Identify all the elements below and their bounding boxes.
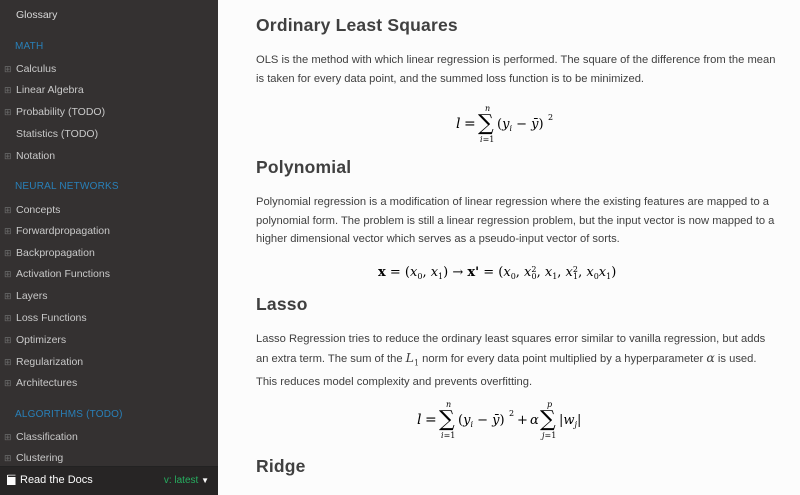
sidebar-caption-neural-networks: NEURAL NETWORKS: [15, 181, 119, 192]
expand-icon[interactable]: ⊞: [4, 205, 12, 215]
heading-lasso: Lasso: [256, 294, 308, 314]
sidebar-item-linear-algebra[interactable]: [4, 83, 84, 97]
caret-down-icon: ▼: [201, 476, 209, 485]
sidebar-item-notation[interactable]: [4, 149, 55, 163]
sidebar-nav: [0, 0, 218, 495]
sidebar-caption-math: MATH: [15, 41, 44, 52]
svg-text:+: +: [517, 413, 528, 428]
svg-text:=: =: [464, 116, 476, 132]
sidebar-item-architectures[interactable]: [4, 376, 77, 390]
svg-text:2: 2: [509, 409, 515, 418]
heading-ridge: Ridge: [256, 456, 306, 476]
sidebar-item-label: Architectures: [16, 377, 78, 389]
lasso-text-end: is used. This reduces model complexity and prevents overfitting.: [256, 352, 757, 388]
expand-icon[interactable]: ⊞: [4, 248, 12, 258]
lasso-equation: [218, 397, 800, 447]
sidebar-item-label: Forwardpropagation: [16, 225, 110, 237]
expand-icon[interactable]: ⊞: [4, 107, 12, 117]
polynomial-equation: [218, 259, 800, 289]
l1-symbol: $L_1$: [405, 349, 420, 367]
book-icon: [6, 474, 17, 486]
sidebar-item-label: Statistics (TODO): [16, 128, 99, 140]
svg-text:α: α: [530, 413, 539, 428]
svg-text:|wj|: $|w_j|$: [559, 413, 582, 429]
sidebar-item-label: Concepts: [16, 204, 61, 216]
expand-icon[interactable]: ⊞: [4, 291, 12, 301]
svg-text:(yi − ȳ): ($y_i$ − ȳ): [458, 413, 505, 429]
version-label: v: latest: [163, 475, 199, 486]
expand-icon[interactable]: ⊞: [4, 64, 12, 74]
ols-equation: [218, 103, 800, 151]
svg-text:p: p: [547, 400, 553, 409]
svg-text:l: l: [456, 116, 461, 132]
svg-text:2: 2: [548, 113, 554, 122]
expand-icon[interactable]: ⊞: [4, 151, 12, 161]
polynomial-paragraph: Polynomial regression is a modification of linear regression where the existing features are mapped to a polynomial form. The problem is still a linear regression problem, but the input vector is now mapped to a higher dimensional vector which serves as a pseudo-input vector of sorts.: [256, 196, 775, 245]
sidebar-item-label: Linear Algebra: [16, 84, 84, 96]
lasso-text-middle: norm for every data point multiplied by a hyperparameter: [422, 352, 704, 365]
sidebar-item-concepts[interactable]: [4, 203, 60, 217]
sidebar-item-label: Activation Functions: [16, 268, 110, 280]
expand-icon[interactable]: ⊞: [4, 453, 12, 463]
expand-icon[interactable]: ⊞: [4, 335, 12, 345]
expand-icon[interactable]: ⊞: [4, 269, 12, 279]
sidebar-caption-algorithms: ALGORITHMS (TODO): [15, 409, 123, 420]
sidebar-item-optimizers[interactable]: [4, 333, 66, 347]
sidebar-item-activation-functions[interactable]: [4, 267, 110, 281]
expand-icon[interactable]: ⊞: [4, 313, 12, 323]
sidebar-item-layers[interactable]: [4, 289, 48, 303]
sidebar-item-label: Backpropagation: [16, 247, 95, 259]
svg-text:j=1: j=1: [542, 431, 557, 440]
read-the-docs-label: Read the Docs: [20, 474, 93, 486]
main-content: [218, 0, 800, 495]
sidebar-item-label: Optimizers: [16, 334, 67, 346]
svg-text:i=1: i=1: [480, 135, 495, 144]
polynomial-equation-svg: [374, 259, 644, 285]
sidebar-item-label: Classification: [16, 431, 78, 443]
heading-ordinary-least-squares: Ordinary Least Squares: [256, 15, 458, 35]
lasso-equation-svg: [409, 397, 609, 443]
sidebar-item-forwardpropagation[interactable]: [4, 224, 110, 238]
sidebar-item-label: Clustering: [16, 452, 64, 464]
sidebar-item-loss-functions[interactable]: [4, 311, 87, 325]
svg-text:∑: ∑: [439, 407, 455, 432]
sidebar-item-backpropagation[interactable]: [4, 246, 95, 260]
sidebar-item-statistics[interactable]: [4, 127, 98, 141]
svg-text:l: l: [417, 412, 422, 428]
sidebar-item-label: Notation: [16, 150, 56, 162]
ols-equation-svg: [444, 103, 574, 147]
svg-text:x = (x0, x1) → x' = (x0, x20,: $x = (x_0$, $x_1) \to x' = (x_0$, $x^2$ 0, $x_1$, $x^2$ 1, $x_0x_1$): [378, 265, 617, 281]
expand-icon[interactable]: ⊞: [4, 85, 12, 95]
version-selector[interactable]: [164, 475, 209, 486]
sidebar-item-calculus[interactable]: [4, 62, 56, 76]
read-the-docs-footer[interactable]: [0, 466, 218, 495]
lasso-text-start: Lasso Regression tries to reduce the ordinary least squares error similar to vanilla regression, but adds an extra term. The sum of the: [256, 333, 766, 365]
svg-text:∑: ∑: [478, 111, 494, 136]
sidebar-item-classification[interactable]: [4, 430, 78, 444]
heading-polynomial: Polynomial: [256, 157, 352, 177]
svg-text:∑: ∑: [540, 407, 556, 432]
sidebar-link-glossary[interactable]: Glossary: [16, 9, 58, 21]
svg-text:n: n: [446, 400, 452, 409]
svg-text:i=1: i=1: [441, 431, 456, 440]
sidebar-item-label: Layers: [16, 290, 48, 302]
ols-paragraph: OLS is the method with which linear regression is performed. The square of the difference from the mean is taken for every data point, and the summed loss function is to be minimized.: [256, 54, 776, 85]
sidebar-item-probability[interactable]: [4, 105, 105, 119]
svg-text:=: =: [425, 412, 437, 428]
sidebar-item-label: Loss Functions: [16, 312, 87, 324]
sidebar-item-label: Probability (TODO): [16, 106, 106, 118]
expand-icon[interactable]: ⊞: [4, 378, 12, 388]
expand-icon[interactable]: ⊞: [4, 432, 12, 442]
svg-text:(yi − ȳ): ($y_i$ − ȳ): [497, 117, 544, 133]
lasso-paragraph: [256, 330, 776, 391]
expand-icon[interactable]: ⊞: [4, 226, 12, 236]
sidebar-item-regularization[interactable]: [4, 355, 83, 369]
alpha-symbol: α: [706, 349, 715, 365]
sidebar-item-label: Calculus: [16, 63, 57, 75]
svg-text:n: n: [485, 104, 491, 113]
expand-icon[interactable]: ⊞: [4, 357, 12, 367]
sidebar-item-label: Regularization: [16, 356, 84, 368]
sidebar-item-clustering[interactable]: [4, 451, 63, 465]
